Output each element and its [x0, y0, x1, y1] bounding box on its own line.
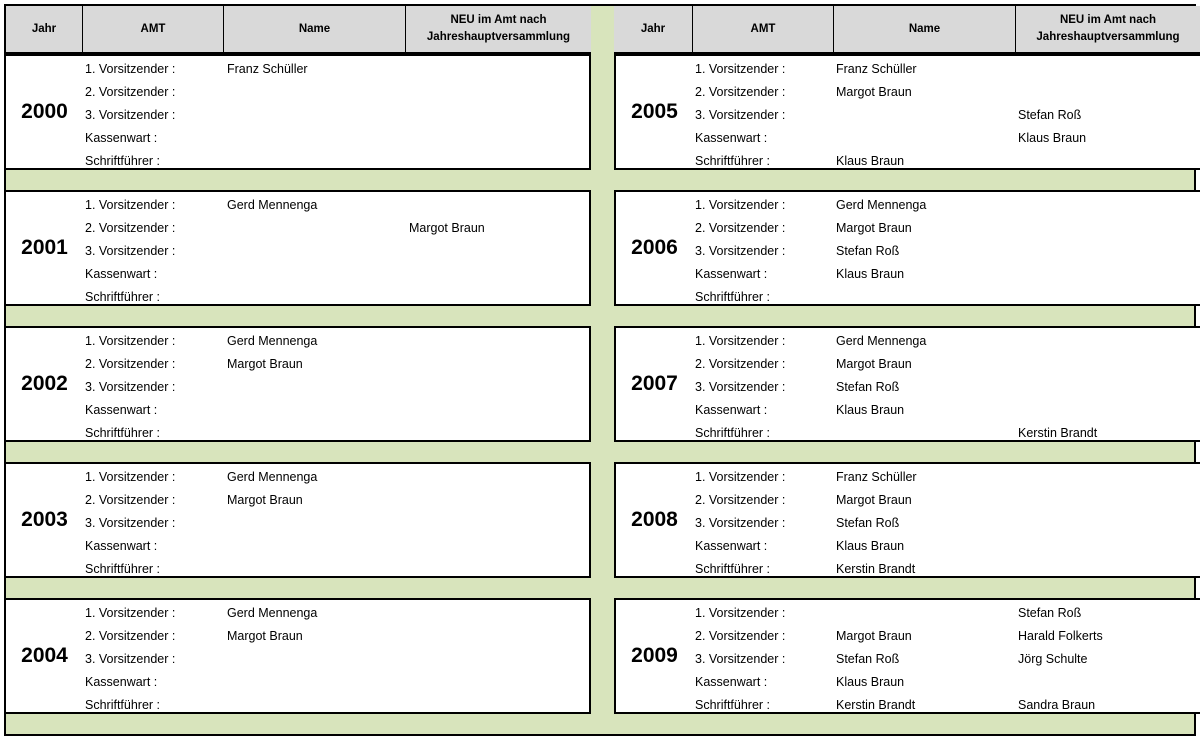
table-header-right [614, 6, 1200, 54]
role-label: Kassenwart : [85, 403, 158, 417]
year-label: 2000 [21, 100, 68, 123]
table-row [616, 535, 1200, 558]
officer-name: Gerd Mennenga [836, 334, 927, 348]
officer-name: Franz Schüller [836, 470, 917, 484]
header-amt: AMT [83, 6, 224, 52]
role-label: 3. Vorsitzender : [85, 108, 176, 122]
role-label: 2. Vorsitzender : [695, 493, 786, 507]
table-row [616, 330, 1200, 353]
officer-name: Stefan Roß [836, 380, 900, 394]
table-row [616, 104, 1200, 127]
role-label: Kassenwart : [695, 131, 768, 145]
officer-name: Klaus Braun [836, 267, 905, 281]
table-row [6, 625, 589, 648]
role-label: Kassenwart : [695, 539, 768, 553]
table-row [6, 376, 589, 399]
role-label: 2. Vorsitzender : [85, 221, 176, 235]
table-row [6, 535, 589, 558]
officer-name: Kerstin Brandt [836, 562, 916, 576]
officer-name: Stefan Roß [836, 516, 900, 530]
role-label: 3. Vorsitzender : [695, 516, 786, 530]
officer-name: Klaus Braun [836, 539, 905, 553]
table-row [616, 81, 1200, 104]
officer-name: Margot Braun [836, 357, 912, 371]
table-row [6, 58, 589, 81]
role-label: 3. Vorsitzender : [695, 244, 786, 258]
role-label: 1. Vorsitzender : [85, 470, 176, 484]
role-label: 3. Vorsitzender : [85, 516, 176, 530]
table-row [6, 330, 589, 353]
header-neu [1016, 6, 1200, 52]
table-row [616, 512, 1200, 535]
new-officer-name: Klaus Braun [1018, 131, 1087, 145]
role-label: 2. Vorsitzender : [85, 493, 176, 507]
table-row [616, 399, 1200, 422]
role-label: Kassenwart : [695, 267, 768, 281]
officer-name: Klaus Braun [836, 154, 905, 168]
year-block [614, 190, 1200, 306]
table-row [6, 399, 589, 422]
role-label: 1. Vorsitzender : [695, 334, 786, 348]
new-officer-name: Jörg Schulte [1018, 652, 1088, 666]
officer-name: Margot Braun [836, 221, 912, 235]
role-label: 3. Vorsitzender : [85, 652, 176, 666]
table-row [6, 422, 589, 445]
role-label: Schriftführer : [695, 426, 771, 440]
role-label: 2. Vorsitzender : [695, 221, 786, 235]
header-jahr: Jahr [614, 6, 693, 52]
role-label: 3. Vorsitzender : [695, 108, 786, 122]
header-name: Name [224, 6, 406, 52]
table-row [616, 150, 1200, 173]
new-officer-name: Harald Folkerts [1018, 629, 1103, 643]
officer-name: Gerd Mennenga [836, 198, 927, 212]
officer-name: Margot Braun [227, 493, 303, 507]
role-label: 3. Vorsitzender : [85, 380, 176, 394]
table-row [6, 512, 589, 535]
table-row [616, 625, 1200, 648]
year-block [614, 326, 1200, 442]
officer-name: Klaus Braun [836, 403, 905, 417]
role-label: Schriftführer : [695, 290, 771, 304]
role-label: Kassenwart : [695, 403, 768, 417]
table-row [616, 376, 1200, 399]
table-row [6, 127, 589, 150]
role-label: Schriftführer : [695, 562, 771, 576]
new-officer-name: Stefan Roß [1018, 108, 1082, 122]
year-block [6, 462, 591, 578]
new-officer-name: Sandra Braun [1018, 698, 1096, 712]
role-label: Kassenwart : [695, 675, 768, 689]
table-row [616, 263, 1200, 286]
role-label: Kassenwart : [85, 675, 158, 689]
officer-name: Franz Schüller [836, 62, 917, 76]
role-label: 2. Vorsitzender : [85, 629, 176, 643]
role-label: 2. Vorsitzender : [695, 629, 786, 643]
role-label: 2. Vorsitzender : [695, 357, 786, 371]
new-officer-name: Stefan Roß [1018, 606, 1082, 620]
role-label: 1. Vorsitzender : [85, 198, 176, 212]
role-label: 1. Vorsitzender : [85, 334, 176, 348]
header-name: Name [834, 6, 1016, 52]
officer-name: Gerd Mennenga [227, 198, 318, 212]
year-block [6, 326, 591, 442]
year-block [6, 190, 591, 306]
role-label: 1. Vorsitzender : [85, 606, 176, 620]
table-row [616, 240, 1200, 263]
role-label: Schriftführer : [85, 290, 161, 304]
officer-name: Franz Schüller [227, 62, 308, 76]
table-row [6, 217, 589, 240]
role-label: Kassenwart : [85, 267, 158, 281]
table-row [6, 194, 589, 217]
table-row [616, 127, 1200, 150]
header-amt: AMT [693, 6, 834, 52]
officer-name: Margot Braun [227, 629, 303, 643]
officer-name: Margot Braun [836, 493, 912, 507]
officer-name: Margot Braun [227, 357, 303, 371]
table-row [6, 489, 589, 512]
officer-name: Stefan Roß [836, 652, 900, 666]
role-label: 3. Vorsitzender : [695, 380, 786, 394]
year-label: 2003 [21, 508, 68, 531]
officer-name: Kerstin Brandt [836, 698, 916, 712]
role-label: Kassenwart : [85, 131, 158, 145]
role-label: 2. Vorsitzender : [85, 357, 176, 371]
table-row [6, 694, 589, 717]
officer-name: Klaus Braun [836, 675, 905, 689]
role-label: Schriftführer : [695, 698, 771, 712]
year-label: 2008 [631, 508, 678, 531]
table-row [616, 422, 1200, 445]
table-row [6, 466, 589, 489]
year-label: 2009 [631, 644, 678, 667]
table-row [616, 353, 1200, 376]
header-neu-line2: Jahreshauptversammlung [1036, 31, 1180, 43]
new-officer-name: Kerstin Brandt [1018, 426, 1098, 440]
table-row [616, 194, 1200, 217]
officer-name: Stefan Roß [836, 244, 900, 258]
table-row [6, 150, 589, 173]
table-row [616, 694, 1200, 717]
role-label: Schriftführer : [85, 698, 161, 712]
header-neu [406, 6, 591, 52]
role-label: 1. Vorsitzender : [85, 62, 176, 76]
table-row [616, 558, 1200, 581]
table-row [616, 671, 1200, 694]
role-label: Kassenwart : [85, 539, 158, 553]
year-label: 2006 [631, 236, 678, 259]
role-label: 1. Vorsitzender : [695, 606, 786, 620]
table-row [616, 602, 1200, 625]
table-row [6, 353, 589, 376]
year-block [614, 462, 1200, 578]
header-jahr: Jahr [6, 6, 83, 52]
officers-table [4, 4, 1196, 736]
year-block [614, 598, 1200, 714]
role-label: 3. Vorsitzender : [695, 652, 786, 666]
table-row [6, 240, 589, 263]
table-row [6, 286, 589, 309]
role-label: 3. Vorsitzender : [85, 244, 176, 258]
year-label: 2001 [21, 236, 68, 259]
role-label: 2. Vorsitzender : [695, 85, 786, 99]
year-label: 2002 [21, 372, 68, 395]
header-neu-line1: NEU im Amt nach [1059, 14, 1157, 26]
officer-name: Margot Braun [836, 85, 912, 99]
year-label: 2007 [631, 372, 678, 395]
role-label: 1. Vorsitzender : [695, 470, 786, 484]
officer-name: Gerd Mennenga [227, 470, 318, 484]
role-label: Schriftführer : [85, 426, 161, 440]
year-label: 2005 [631, 100, 678, 123]
year-label: 2004 [21, 644, 68, 667]
role-label: 1. Vorsitzender : [695, 198, 786, 212]
table-row [616, 466, 1200, 489]
officer-name: Margot Braun [836, 629, 912, 643]
role-label: Schriftführer : [85, 562, 161, 576]
officer-name: Gerd Mennenga [227, 606, 318, 620]
header-neu-line2: Jahreshauptversammlung [426, 31, 571, 43]
table-row [6, 671, 589, 694]
table-header-left [6, 6, 591, 54]
table-row [6, 81, 589, 104]
table-row [6, 648, 589, 671]
table-row [616, 286, 1200, 309]
new-officer-name: Margot Braun [409, 221, 485, 235]
officer-name: Gerd Mennenga [227, 334, 318, 348]
role-label: 2. Vorsitzender : [85, 85, 176, 99]
table-row [616, 217, 1200, 240]
role-label: Schriftführer : [85, 154, 161, 168]
year-block [614, 54, 1200, 170]
year-block [6, 598, 591, 714]
year-block [6, 54, 591, 170]
table-row [616, 648, 1200, 671]
table-row [616, 58, 1200, 81]
table-row [6, 602, 589, 625]
table-row [6, 558, 589, 581]
role-label: 1. Vorsitzender : [695, 62, 786, 76]
table-row [616, 489, 1200, 512]
header-neu-line1: NEU im Amt nach [450, 14, 547, 26]
table-row [6, 104, 589, 127]
role-label: Schriftführer : [695, 154, 771, 168]
table-row [6, 263, 589, 286]
